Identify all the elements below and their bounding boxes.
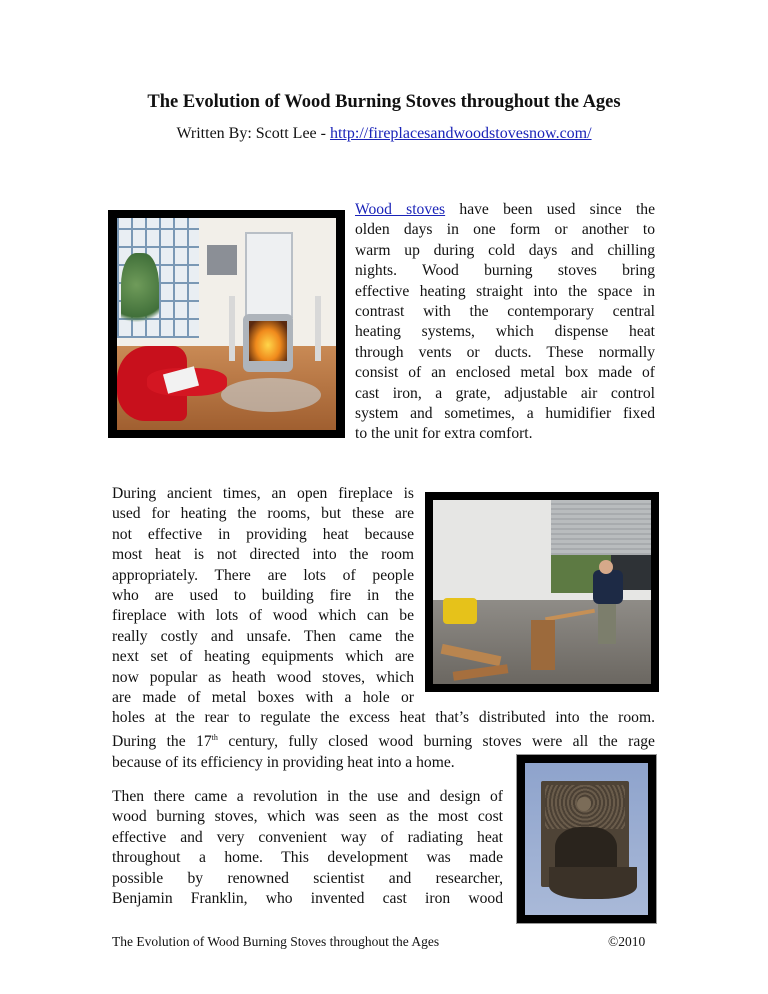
text-line: During ancient times, an open fireplace is xyxy=(112,485,414,502)
text-line: to the unit for extra comfort. xyxy=(355,425,533,443)
text-line: used for heating the rooms, but these are xyxy=(112,505,414,523)
author-website-link[interactable]: http://fireplacesandwoodstovesnow.com/ xyxy=(329,125,592,142)
text-line: nights. Wood burning stoves bring xyxy=(355,262,655,280)
text-line: really costly and unsafe. Then came the xyxy=(112,627,414,645)
text-line: effective heating straight into the space in xyxy=(355,282,655,300)
text-line: now popular as heath wood stoves, which xyxy=(112,668,414,686)
text-line: fireplace with lots of wood which can be xyxy=(112,607,414,625)
text-line: During the 17th century, fully closed wood burning stoves were all the rage xyxy=(112,733,655,751)
text-line: are made of metal boxes with a hole or xyxy=(112,689,414,707)
text-line: through vents or ducts. These normally xyxy=(355,343,655,361)
footer-copyright: ©2010 xyxy=(608,934,646,949)
ancient-times-paragraph xyxy=(112,484,414,708)
text-line: possible by renowned scientist and researcher, xyxy=(112,869,503,887)
franklin-paragraph xyxy=(112,787,503,909)
text-line: holes at the rear to regulate the excess heat that’s distributed into the room. xyxy=(112,709,655,726)
man-chopping-firewood-photo xyxy=(425,492,659,692)
text-line: who are used to building fire in the xyxy=(112,587,414,605)
modern-wood-stove-living-room-photo xyxy=(108,210,345,438)
text-line: throughout a home. This development was made xyxy=(112,849,503,867)
text-line: heating systems, which dispense heat xyxy=(355,323,655,341)
byline xyxy=(0,125,768,143)
text-line: consist of an enclosed metal box made of xyxy=(355,364,655,382)
text-line: contrast with the contemporary central xyxy=(355,303,655,321)
text-line: effective and very convenient way of radiating heat xyxy=(112,828,503,846)
text-line: because of its efficiency in providing heat into a home. xyxy=(112,753,455,771)
text-line: Then there came a revolution in the use and design of xyxy=(112,788,503,805)
text-line: next set of heating equipments which are xyxy=(112,648,414,666)
byline-prefix: Written By: Scott Lee - xyxy=(176,125,330,142)
text-line: olden days in one form or another to xyxy=(355,221,655,239)
text-line: wood burning stoves, which was seen as the most cost xyxy=(112,808,503,826)
text-line: Benjamin Franklin, who invented cast iron wood xyxy=(112,890,503,908)
text-line: most heat is not directed into the room xyxy=(112,546,414,564)
text-line: appropriately. There are lots of people xyxy=(112,566,414,584)
footer-title: The Evolution of Wood Burning Stoves throughout the Ages xyxy=(112,934,440,949)
document-title: The Evolution of Wood Burning Stoves throughout the Ages xyxy=(147,92,621,112)
text-line: Wood stoves have been used since the xyxy=(355,201,655,218)
text-line: cast iron, a grate, adjustable air control xyxy=(355,384,655,402)
wood-stoves-link[interactable]: Wood stoves xyxy=(355,201,446,218)
antique-franklin-stove-photo xyxy=(516,754,657,924)
intro-paragraph xyxy=(355,200,655,445)
text-line: warm up during cold days and chilling xyxy=(355,241,655,259)
text-line: system and sometimes, a humidifier fixed xyxy=(355,405,655,423)
text-line: not effective in providing heat because xyxy=(112,525,414,543)
